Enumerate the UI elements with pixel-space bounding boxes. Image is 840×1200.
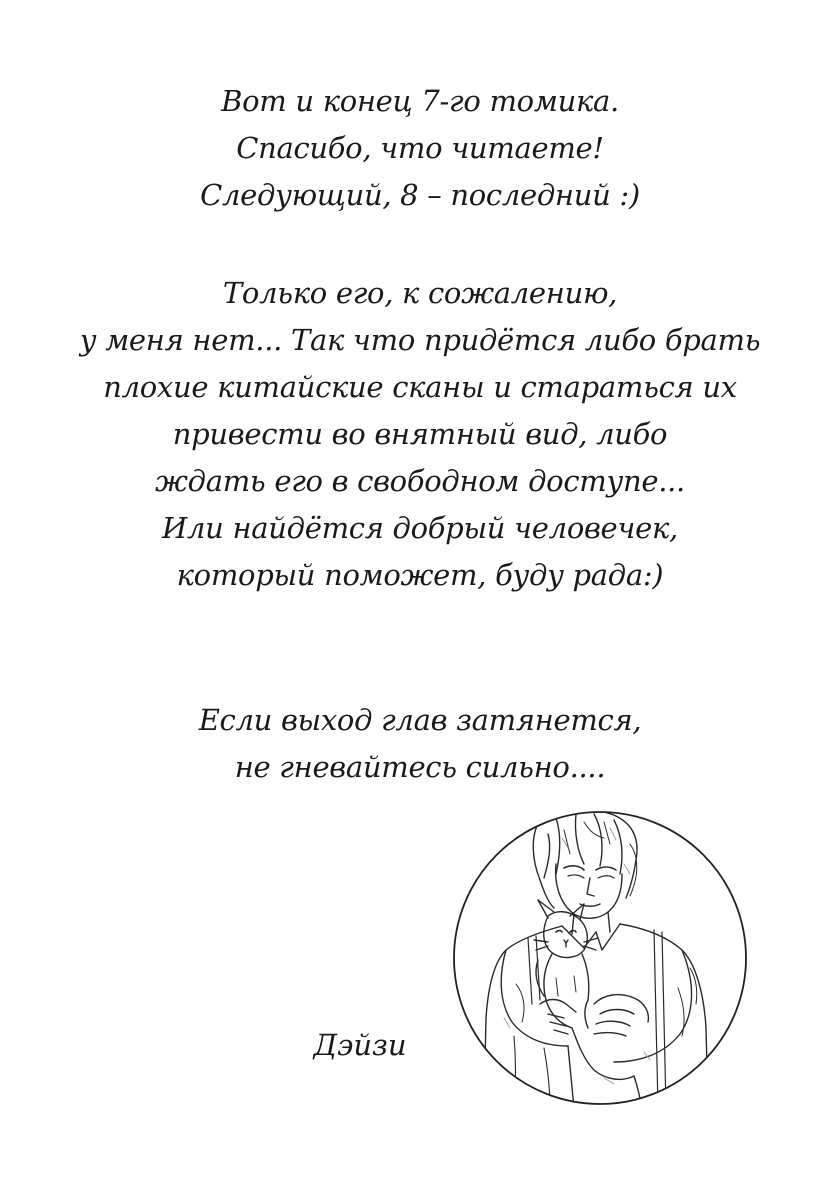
text-line: Следующий, 8 – последний :) bbox=[200, 178, 640, 212]
text-line: не гневайтесь сильно.... bbox=[234, 750, 606, 784]
text-line: ждать его в свободном доступе... bbox=[155, 464, 685, 498]
text-line: Спасибо, что читаете! bbox=[236, 131, 604, 165]
text-line: Только его, к сожалению, bbox=[222, 276, 618, 310]
text-line: привести во внятный вид, либо bbox=[172, 417, 668, 451]
text-line: Вот и конец 7-го томика. bbox=[221, 84, 619, 118]
text-line: Или найдётся добрый человечек, bbox=[162, 511, 678, 545]
paragraph-next-volume bbox=[0, 270, 840, 599]
illustration-frame bbox=[454, 812, 746, 1104]
paragraph-delay-apology bbox=[0, 697, 840, 791]
text-line: который поможет, буду рада:) bbox=[176, 558, 664, 592]
paragraph-volume-end bbox=[0, 78, 840, 219]
man-holding-cat-illustration bbox=[444, 808, 756, 1108]
text-line: плохие китайские сканы и стараться их bbox=[103, 370, 737, 404]
signature: Дэйзи bbox=[313, 1028, 407, 1062]
text-line: у меня нет... Так что придётся либо брать bbox=[79, 323, 761, 357]
text-line: Если выход глав затянется, bbox=[198, 703, 642, 737]
